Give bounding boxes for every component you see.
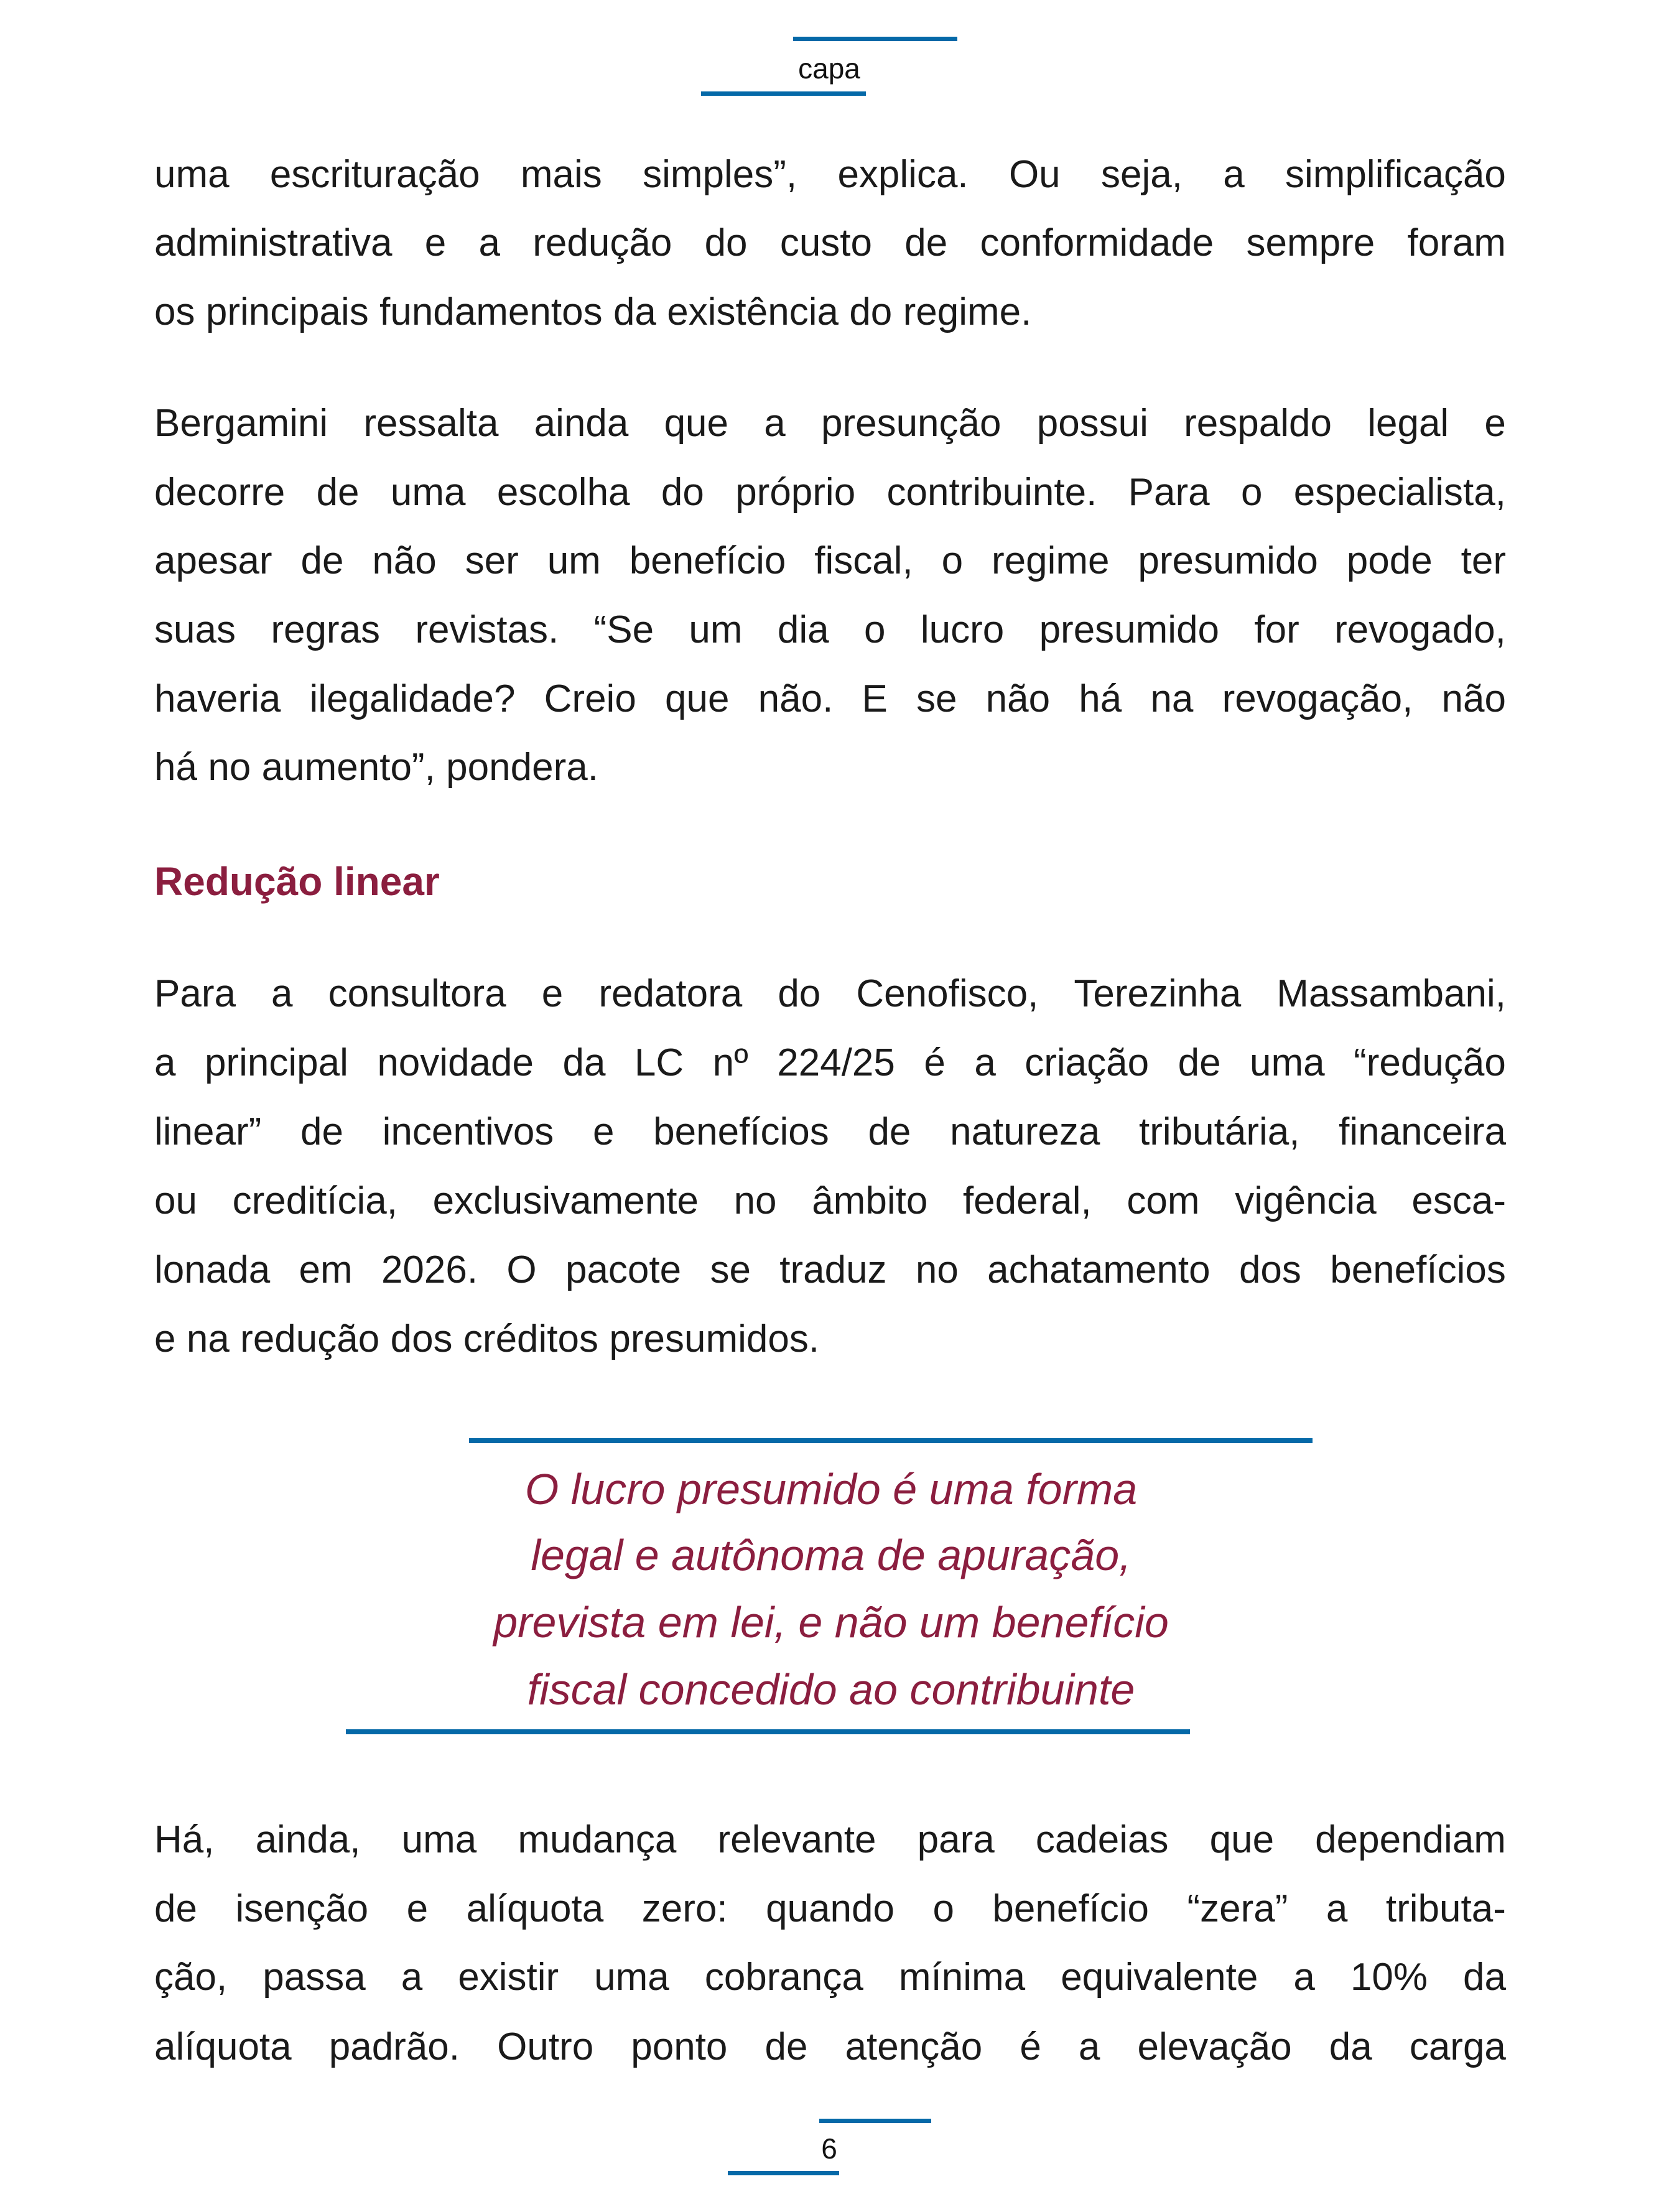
text-line: [154, 2012, 1506, 2081]
word: presumido: [1138, 539, 1318, 582]
word: O: [506, 1248, 537, 1291]
line-words: [154, 1874, 1506, 1943]
word: a: [974, 1041, 996, 1084]
word: uma: [154, 153, 230, 196]
word: custo: [779, 221, 873, 264]
word: novidade: [377, 1041, 534, 1084]
pull-quote-line: O lucro presumido é uma forma: [524, 1465, 1138, 1513]
word: o: [1240, 471, 1263, 514]
word: e: [541, 972, 564, 1015]
text-line: [154, 1028, 1506, 1097]
word: a: [1326, 1887, 1348, 1930]
pull-quote-rule-bottom: [346, 1729, 1190, 1734]
word: “zera”: [1187, 1887, 1288, 1930]
word: administrativa: [154, 221, 393, 264]
line-words: [154, 208, 1506, 277]
word: relevante: [717, 1818, 876, 1861]
word: existir: [458, 1956, 559, 1999]
word: uma: [594, 1956, 669, 1999]
word: apesar: [154, 539, 272, 582]
word: do: [661, 471, 704, 514]
word: explica.: [837, 153, 969, 196]
word: mudança: [518, 1818, 677, 1861]
word: Para: [154, 972, 236, 1015]
word: Bergamini: [154, 402, 328, 445]
word: Massambani,: [1276, 972, 1506, 1015]
word: alíquota: [154, 2025, 292, 2068]
word: do: [849, 290, 893, 333]
line-words: [154, 140, 1506, 209]
word: sempre: [1246, 221, 1375, 264]
word: que: [665, 677, 730, 720]
word: simplificação: [1285, 153, 1506, 196]
word: da: [562, 1041, 606, 1084]
word: quando: [766, 1887, 895, 1930]
word: exclusivamente: [432, 1179, 699, 1222]
text-line: [154, 1166, 1506, 1235]
header-rule-top: [793, 37, 957, 41]
word: legal: [1367, 402, 1449, 445]
word: aumento”,: [261, 746, 435, 789]
word: for: [1254, 608, 1299, 651]
word: a: [478, 221, 500, 264]
word: suas: [154, 608, 236, 651]
word: no: [208, 746, 251, 789]
word: principais: [205, 290, 369, 333]
word: revogação,: [1222, 677, 1413, 720]
word: benefício: [629, 539, 786, 582]
word: próprio: [735, 471, 856, 514]
word: benefícios: [1330, 1248, 1506, 1291]
line-words: [154, 1166, 1506, 1235]
word: mais: [520, 153, 602, 196]
word: possui: [1036, 402, 1148, 445]
word: atenção: [845, 2025, 983, 2068]
word: natureza: [950, 1110, 1100, 1153]
word: 10%: [1350, 1956, 1428, 1999]
text-line: [154, 1943, 1506, 2012]
word: de: [904, 221, 948, 264]
word: um: [689, 608, 743, 651]
word: ainda,: [255, 1818, 361, 1861]
word: padrão.: [328, 2025, 460, 2068]
word: cobrança: [704, 1956, 863, 1999]
word: lucro: [920, 608, 1005, 651]
word: zero:: [641, 1887, 728, 1930]
word: E: [862, 677, 888, 720]
text-line: [154, 208, 1506, 277]
text-line: [154, 959, 1506, 1028]
word: dos: [1238, 1248, 1301, 1291]
word: os: [154, 290, 195, 333]
word: há: [1079, 677, 1122, 720]
word: e: [406, 1887, 429, 1930]
text-line: [154, 389, 1506, 458]
word: elevação: [1137, 2025, 1292, 2068]
word: de: [300, 1110, 343, 1153]
word: principal: [204, 1041, 348, 1084]
line-words: [154, 526, 1506, 595]
word: presunção: [820, 402, 1001, 445]
word: Há,: [154, 1818, 215, 1861]
word: de: [154, 1887, 197, 1930]
line-words: [154, 733, 1506, 802]
footer-rule-top: [819, 2119, 931, 2123]
pull-quote-line: legal e autônoma de apuração,: [531, 1531, 1132, 1579]
word: em: [299, 1248, 353, 1291]
word: mínima: [898, 1956, 1026, 1999]
word: não: [372, 539, 437, 582]
text-line: [154, 595, 1506, 664]
footer-rule-bottom: [728, 2171, 839, 2175]
word: escolha: [496, 471, 630, 514]
word: há: [154, 746, 197, 789]
word: ilegalidade?: [309, 677, 516, 720]
header-rule-bottom: [701, 91, 866, 96]
word: com: [1127, 1179, 1200, 1222]
word: cadeias: [1035, 1818, 1169, 1861]
word: respaldo: [1184, 402, 1332, 445]
word: achatamento: [987, 1248, 1211, 1291]
word: não: [985, 677, 1051, 720]
word: tributária,: [1139, 1110, 1300, 1153]
word: pondera.: [446, 746, 598, 789]
text-line: [154, 1874, 1506, 1943]
word: a: [764, 402, 786, 445]
line-words: [154, 959, 1506, 1028]
word: fundamentos: [379, 290, 603, 333]
word: contribuinte.: [886, 471, 1097, 514]
word: não.: [758, 677, 834, 720]
word: isenção: [235, 1887, 369, 1930]
word: Creio: [544, 677, 636, 720]
word: “redução: [1354, 1041, 1506, 1084]
word: no: [915, 1248, 959, 1291]
word: ser: [465, 539, 519, 582]
word: escrituração: [269, 153, 480, 196]
pull-quote-line: fiscal concedido ao contribuinte: [527, 1665, 1135, 1714]
word: na: [186, 1317, 230, 1360]
text-line: [154, 664, 1506, 733]
word: existência: [667, 290, 839, 333]
word: dos: [390, 1317, 453, 1360]
word: o: [932, 1887, 954, 1930]
word: é: [924, 1041, 946, 1084]
word: ção,: [154, 1956, 228, 1999]
line-words: [154, 595, 1506, 664]
line-words: [154, 664, 1506, 733]
word: a: [401, 1956, 423, 1999]
word: Cenofisco,: [856, 972, 1039, 1015]
word: vigência: [1235, 1179, 1377, 1222]
word: de: [764, 2025, 808, 2068]
word: ainda: [534, 402, 629, 445]
word: de: [300, 539, 344, 582]
word: financeira: [1339, 1110, 1506, 1153]
word: federal,: [962, 1179, 1092, 1222]
word: traduz: [779, 1248, 887, 1291]
pull-quote-line: prevista em lei, e não um benefício: [493, 1598, 1169, 1647]
word: uma: [401, 1818, 477, 1861]
word: regras: [271, 608, 381, 651]
line-words: [154, 2012, 1506, 2081]
word: ter: [1461, 539, 1506, 582]
word: linear”: [154, 1110, 262, 1153]
word: equivalente: [1061, 1956, 1258, 1999]
word: de: [1178, 1041, 1221, 1084]
line-words: [154, 1304, 1506, 1373]
text-line: [154, 1304, 1506, 1373]
word: esca-: [1411, 1179, 1506, 1222]
word: o: [941, 539, 964, 582]
word: ou: [154, 1179, 197, 1222]
word: redatora: [598, 972, 743, 1015]
line-words: [154, 389, 1506, 458]
word: na: [1150, 677, 1194, 720]
word: da: [613, 290, 656, 333]
page-number: 6: [821, 2132, 837, 2165]
text-line: [154, 526, 1506, 595]
word: tributa-: [1385, 1887, 1506, 1930]
word: e: [1484, 402, 1506, 445]
word: presumidos.: [609, 1317, 820, 1360]
word: da: [1463, 1956, 1506, 1999]
word: não: [1441, 677, 1506, 720]
word: o: [864, 608, 886, 651]
word: uma: [390, 471, 466, 514]
word: no: [733, 1179, 777, 1222]
word: pacote: [565, 1248, 682, 1291]
word: 2026.: [381, 1248, 478, 1291]
word: especialista,: [1293, 471, 1506, 514]
text-line: [154, 1235, 1506, 1304]
word: revistas.: [415, 608, 559, 651]
word: de: [316, 471, 360, 514]
word: que: [664, 402, 729, 445]
line-words: [154, 1235, 1506, 1304]
word: conformidade: [980, 221, 1214, 264]
section-subheading: Redução linear: [154, 859, 440, 904]
word: se: [916, 677, 957, 720]
line-words: [154, 1943, 1506, 2012]
word: dependiam: [1315, 1818, 1506, 1861]
line-words: [154, 1097, 1506, 1166]
text-line: [154, 733, 1506, 802]
word: pode: [1346, 539, 1433, 582]
word: a: [1223, 153, 1245, 196]
word: “Se: [593, 608, 654, 651]
word: fiscal,: [814, 539, 913, 582]
running-header-section: capa: [798, 52, 860, 85]
word: foram: [1407, 221, 1506, 264]
word: haveria: [154, 677, 281, 720]
word: a: [154, 1041, 176, 1084]
word: revogado,: [1334, 608, 1506, 651]
word: do: [778, 972, 821, 1015]
word: benefícios: [653, 1110, 829, 1153]
word: carga: [1409, 2025, 1506, 2068]
word: LC: [634, 1041, 684, 1084]
word: âmbito: [812, 1179, 928, 1222]
text-line: [154, 458, 1506, 527]
word: se: [710, 1248, 751, 1291]
line-words: [154, 277, 1506, 346]
word: Ou: [1008, 153, 1061, 196]
word: 224/25: [777, 1041, 895, 1084]
word: uma: [1250, 1041, 1325, 1084]
word: incentivos: [382, 1110, 554, 1153]
word: e: [424, 221, 447, 264]
line-words: [154, 1028, 1506, 1097]
word: Terezinha: [1074, 972, 1242, 1015]
word: Para: [1128, 471, 1210, 514]
word: de: [868, 1110, 911, 1153]
word: benefício: [992, 1887, 1150, 1930]
word: lonada: [154, 1248, 271, 1291]
word: regime.: [903, 290, 1032, 333]
word: alíquota: [466, 1887, 604, 1930]
word: dia: [777, 608, 829, 651]
pull-quote-rule-top: [469, 1438, 1313, 1443]
word: a: [1078, 2025, 1100, 2068]
word: redução: [532, 221, 672, 264]
line-words: [154, 1805, 1506, 1874]
word: Outro: [497, 2025, 594, 2068]
text-line: [154, 1805, 1506, 1874]
word: ponto: [631, 2025, 728, 2068]
word: um: [547, 539, 601, 582]
word: passa: [263, 1956, 366, 1999]
word: simples”,: [643, 153, 797, 196]
word: créditos: [463, 1317, 599, 1360]
word: e: [592, 1110, 615, 1153]
word: creditícia,: [232, 1179, 397, 1222]
word: ressalta: [363, 402, 499, 445]
word: da: [1329, 2025, 1372, 2068]
word: redução: [240, 1317, 380, 1360]
text-line: [154, 277, 1506, 346]
word: criação: [1025, 1041, 1150, 1084]
word: decorre: [154, 471, 286, 514]
text-line: [154, 140, 1506, 209]
word: presumido: [1039, 608, 1220, 651]
word: para: [917, 1818, 995, 1861]
text-line: [154, 1097, 1506, 1166]
word: regime: [992, 539, 1110, 582]
word: seja,: [1100, 153, 1183, 196]
word: a: [1293, 1956, 1315, 1999]
word: que: [1209, 1818, 1275, 1861]
word: é: [1020, 2025, 1041, 2068]
word: a: [271, 972, 293, 1015]
word: consultora: [328, 972, 506, 1015]
word: do: [704, 221, 748, 264]
line-words: [154, 458, 1506, 527]
word: nº: [712, 1041, 748, 1084]
word: e: [154, 1317, 176, 1360]
